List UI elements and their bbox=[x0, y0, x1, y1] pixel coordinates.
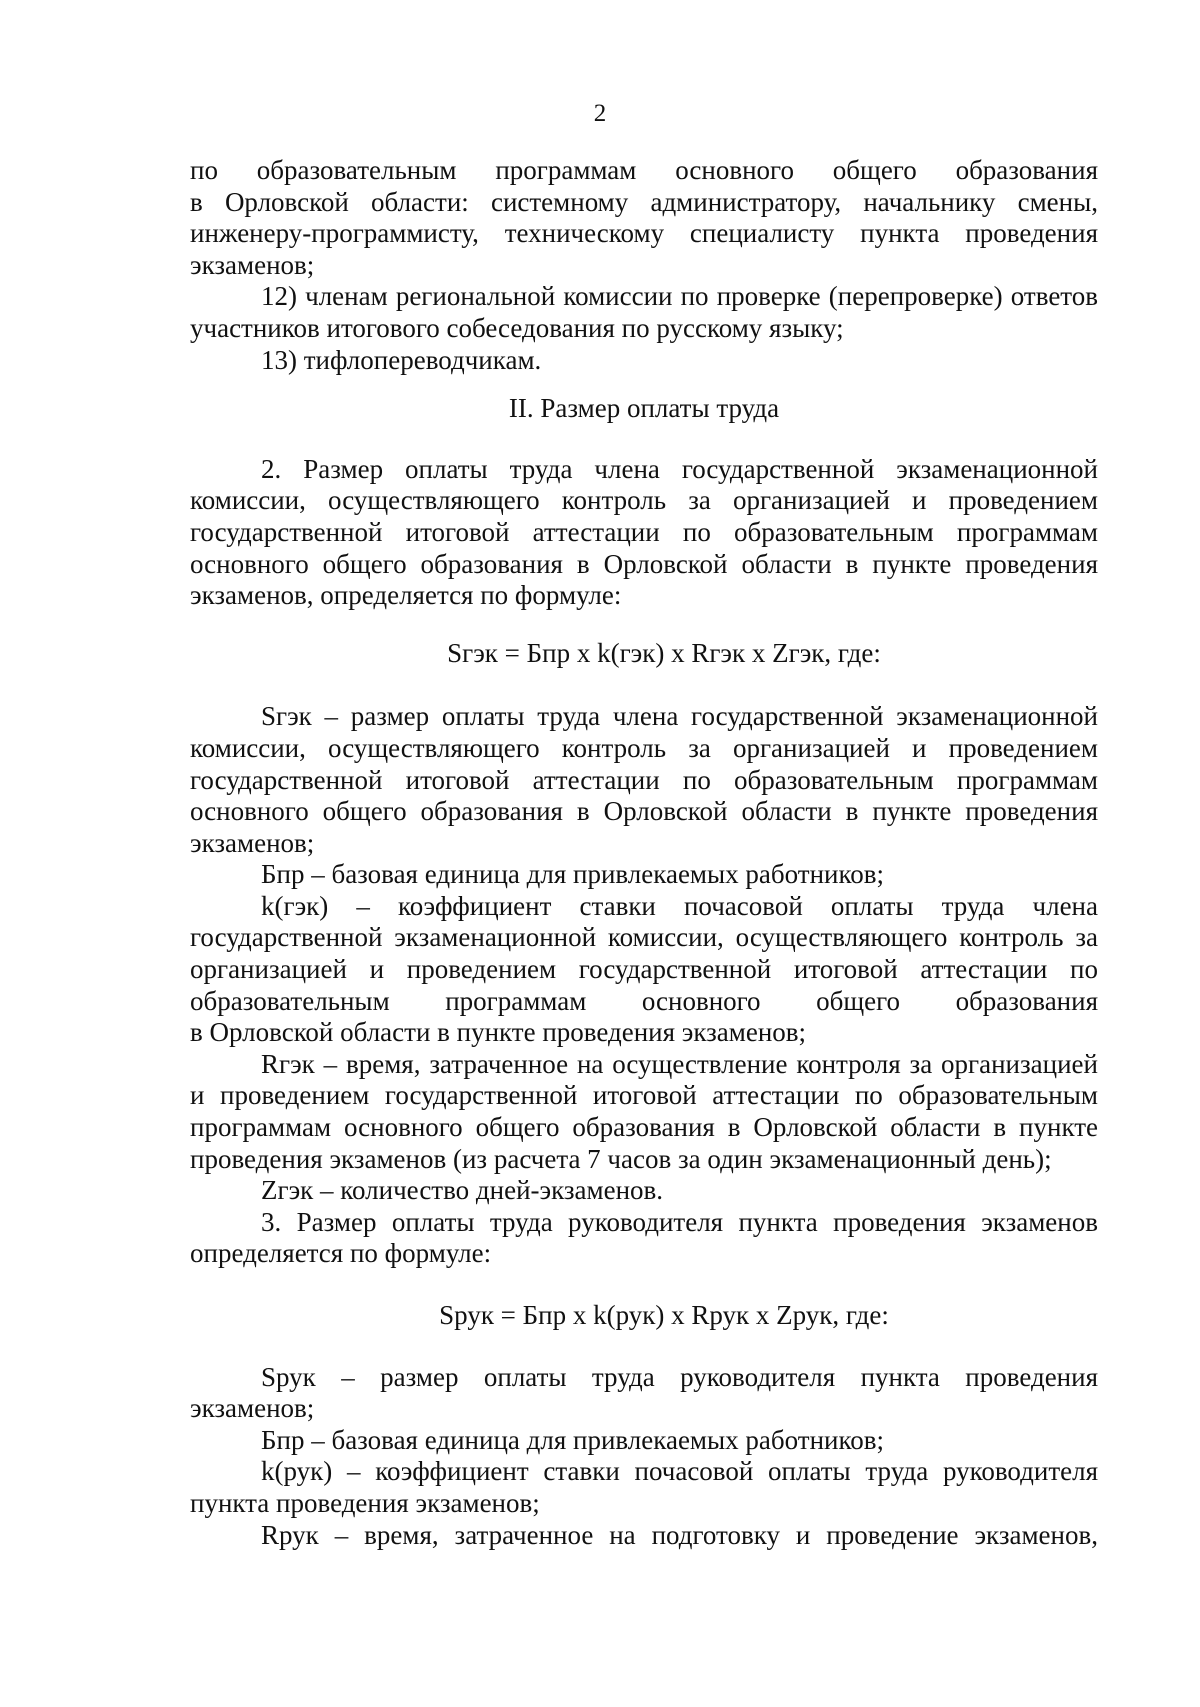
formula-gek: Sгэк = Бпр x k(гэк) x Rгэк x Zгэк, где: bbox=[447, 637, 881, 668]
definition-bpr: Бпр – базовая единица для привлекаемых работников; bbox=[261, 1424, 884, 1455]
definition-r-ruk: Rрук – время, затраченное на подготовку и проведение экзаменов, bbox=[261, 1519, 1098, 1550]
document-body bbox=[190, 155, 1098, 1551]
definition-k-gek-continued: в Орловской области в пункте проведения экзаменов; bbox=[190, 1017, 807, 1048]
list-item-13: 13) тифлопереводчикам. bbox=[261, 344, 542, 375]
definition-bpr: Бпр – базовая единица для привлекаемых работников; bbox=[261, 859, 884, 890]
list-item-12: 12) членам региональной комиссии по проверке (перепроверке) ответов участников итогового собеседования по русскому языку; bbox=[190, 281, 1098, 343]
definition-r-gek: Rгэк – время, затраченное на осуществление контроля за организацией и проведением государственной итоговой аттестации по образовательным программам основного общего образования в Орловской области в пункте проведения экзаменов (из расчета 7 часов за один экзаменационный день); bbox=[190, 1048, 1098, 1174]
paragraph-2: 2. Размер оплаты труда члена государственной экзаменационной комиссии, осуществляющего контроль за организацией и проведением государственной итоговой аттестации по образовательным программам основного общего образования в Орловской области в пункте проведения экзаменов, определяется по формуле: bbox=[190, 453, 1098, 611]
paragraph-intro-continued: в Орловской области: системному администратору, начальнику смены, инженеру-программисту, техническому специалисту пункта проведения экзаменов; bbox=[190, 186, 1098, 280]
definition-s-gek: Sгэк – размер оплаты труда члена государственной экзаменационной комиссии, осуществляющего контроль за организацией и проведением государственной итоговой аттестации по образовательным программам основного общего образования в Орловской области в пункте проведения экзаменов; bbox=[190, 701, 1098, 858]
paragraph-intro-line-1: по образовательным программам основного общего образования bbox=[190, 155, 1098, 185]
section-heading: II. Размер оплаты труда bbox=[508, 393, 780, 424]
formula-ruk: Sрук = Бпр x k(рук) x Rрук x Zрук, где: bbox=[439, 1300, 889, 1330]
definition-z-gek: Zгэк – количество дней-экзаменов. bbox=[261, 1175, 664, 1206]
definition-s-ruk: Sрук – размер оплаты труда руководителя пункта проведения экзаменов; bbox=[190, 1361, 1098, 1424]
page-number: 2 bbox=[593, 100, 607, 127]
definition-k-ruk: k(рук) – коэффициент ставки почасовой оплаты труда руководителя пункта проведения экзаменов; bbox=[190, 1456, 1098, 1518]
definition-k-gek: k(гэк) – коэффициент ставки почасовой оплаты труда члена государственной экзаменационной комиссии, осуществляющего контроль за организацией и проведением государственной итоговой аттестации по образовательным программам основного общего образования bbox=[190, 890, 1098, 1016]
paragraph-3: 3. Размер оплаты труда руководителя пункта проведения экзаменов определяется по формуле: bbox=[190, 1206, 1098, 1269]
